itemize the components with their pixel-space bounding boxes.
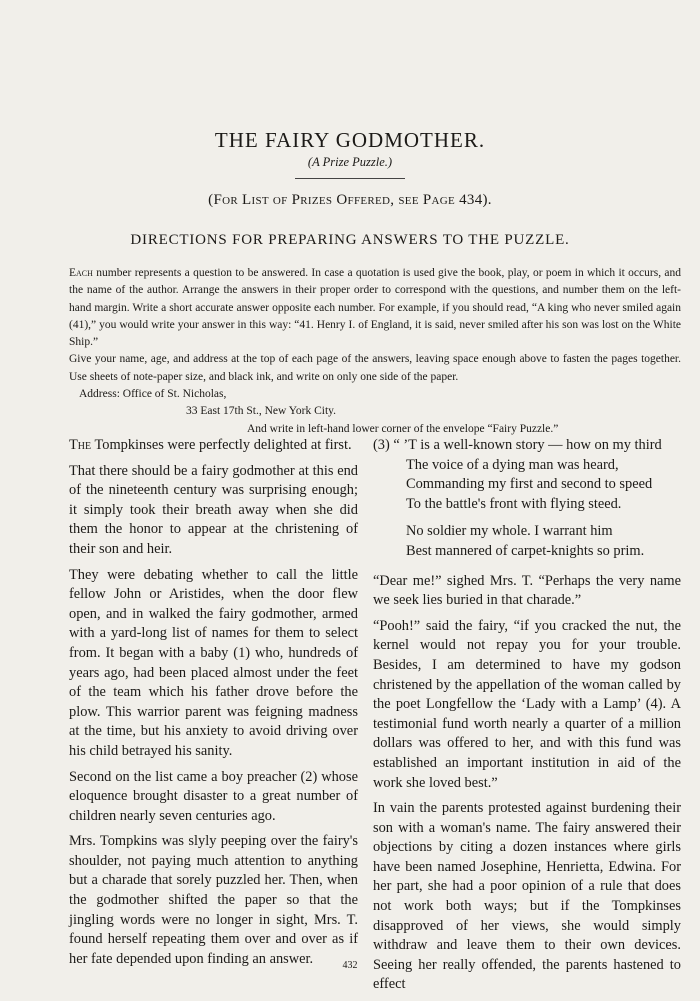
left-paragraph-3: They were debating whether to call the little fellow John or Aristides, when the door flew open, and in walked the fairy godmother, armed with a yard-long list of names for them to select from. It began with a baby (1) who, hundreds of years ago, had been placed almost under the feet of the team which his father drove before the plow. This warrior parent was feigning madness at the time, but his anxiety to avoid driving over his child betrayed his sanity. [69, 566, 358, 759]
left-paragraph-1 [69, 436, 358, 456]
poem-line: No soldier my whole. I warrant him [406, 523, 613, 540]
left-paragraph-2: That there should be a fairy godmother at this end of the nineteenth century was surprising enough; it simply took their breath away when she did them the honor to appear at the christening of their son and heir. [69, 462, 358, 557]
article-subtitle: (A Prize Puzzle.) [307, 155, 393, 169]
poem-stanza-break [373, 514, 681, 522]
poem-line: Best mannered of carpet-knights so prim. [406, 542, 645, 559]
address-line-3: And write in left-hand lower corner of the envelope “Fairy Puzzle.” [247, 422, 559, 435]
directions-text-1: number represents a question to be answered. In case a quotation is used give the book, play, or poem in which it occurs, and the name of the author. Arrange the answers in their proper order to correspond with the questions, and number them on the left-hand margin. Write a short accurate answer opposite each number. For example, if you should read, “A king who never smiled again (41),” you would write your answer in this way: “41. Henry I. of England, it is said, never smiled after his son was lost on the White Ship.” [69, 267, 681, 349]
address-line-2: 33 East 17th St., New York City. [186, 405, 337, 418]
directions-block [69, 265, 681, 438]
prizes-note: (For List of Prizes Offered, see Page 434). [208, 192, 492, 208]
left-lead-word: The [69, 437, 92, 453]
right-paragraph-3: In vain the parents protested against burdening their son with a woman's name. The fairy answered their objections by citing a dozen instances where girls have been named Josephine, Henrietta, Edwina. For her part, she had a poor opinion of a rule that does not work both ways; but if the Tompkinses disapproved of her views, she would simply withdraw and leave them to their own devices. Seeing her really offended, the parents hastened to effect [373, 800, 681, 993]
title-divider [295, 178, 405, 179]
directions-paragraph-2: Give your name, age, and address at the top of each page of the answers, leaving space enough above to fasten the pages together. Use sheets of note-paper size, and black ink, and write on only one side of the paper. [69, 353, 681, 383]
right-paragraph-2: “Pooh!” said the fairy, “if you cracked the nut, the kernel would not repay you for your trouble. Besides, I am determined to have my godson christened by the appellation of the woman called by the poet Longfellow the ‘Lady with a Lamp’ (4). A testimonial fund worth nearly a quarter of a million dollars was offered to her, and with this fund was established an important institution in aid of the work she loved best.” [373, 617, 681, 791]
left-column [69, 436, 358, 975]
charade-poem [373, 436, 681, 562]
left-text-1: Tompkinses were perfectly delighted at first. [91, 437, 352, 453]
poem-line: (3) “ ’T is a well-known story — how on my third [373, 437, 662, 453]
poem-line: The voice of a dying man was heard, [406, 456, 619, 473]
address-line-1: Address: Office of St. Nicholas, [79, 388, 227, 401]
directions-paragraph-1 [69, 265, 681, 351]
left-paragraph-5: Mrs. Tompkins was slyly peeping over the fairy's shoulder, not paying much attention to anything but a charade that sorely puzzled her. Then, when the godmother shifted the paper so that the jingling words were no longer in sight, Mrs. T. found herself repeating them over and over as if her fate depended upon finding an answer. [69, 833, 358, 967]
page-number: 432 [342, 960, 358, 971]
right-column [373, 436, 681, 1001]
right-paragraph-1: “Dear me!” sighed Mrs. T. “Perhaps the very name we seek lies buried in that charade.” [373, 572, 681, 609]
left-paragraph-4: Second on the list came a boy preacher (2) whose eloquence brought disaster to a great number of children nearly seven centuries ago. [69, 768, 358, 824]
directions-heading: DIRECTIONS FOR PREPARING ANSWERS TO THE PUZZLE. [130, 232, 570, 248]
directions-lead-word: Each [69, 267, 93, 279]
poem-line: Commanding my first and second to speed [406, 476, 653, 493]
article-title: THE FAIRY GODMOTHER. [214, 128, 486, 152]
poem-line: To the battle's front with flying steed. [406, 495, 622, 512]
